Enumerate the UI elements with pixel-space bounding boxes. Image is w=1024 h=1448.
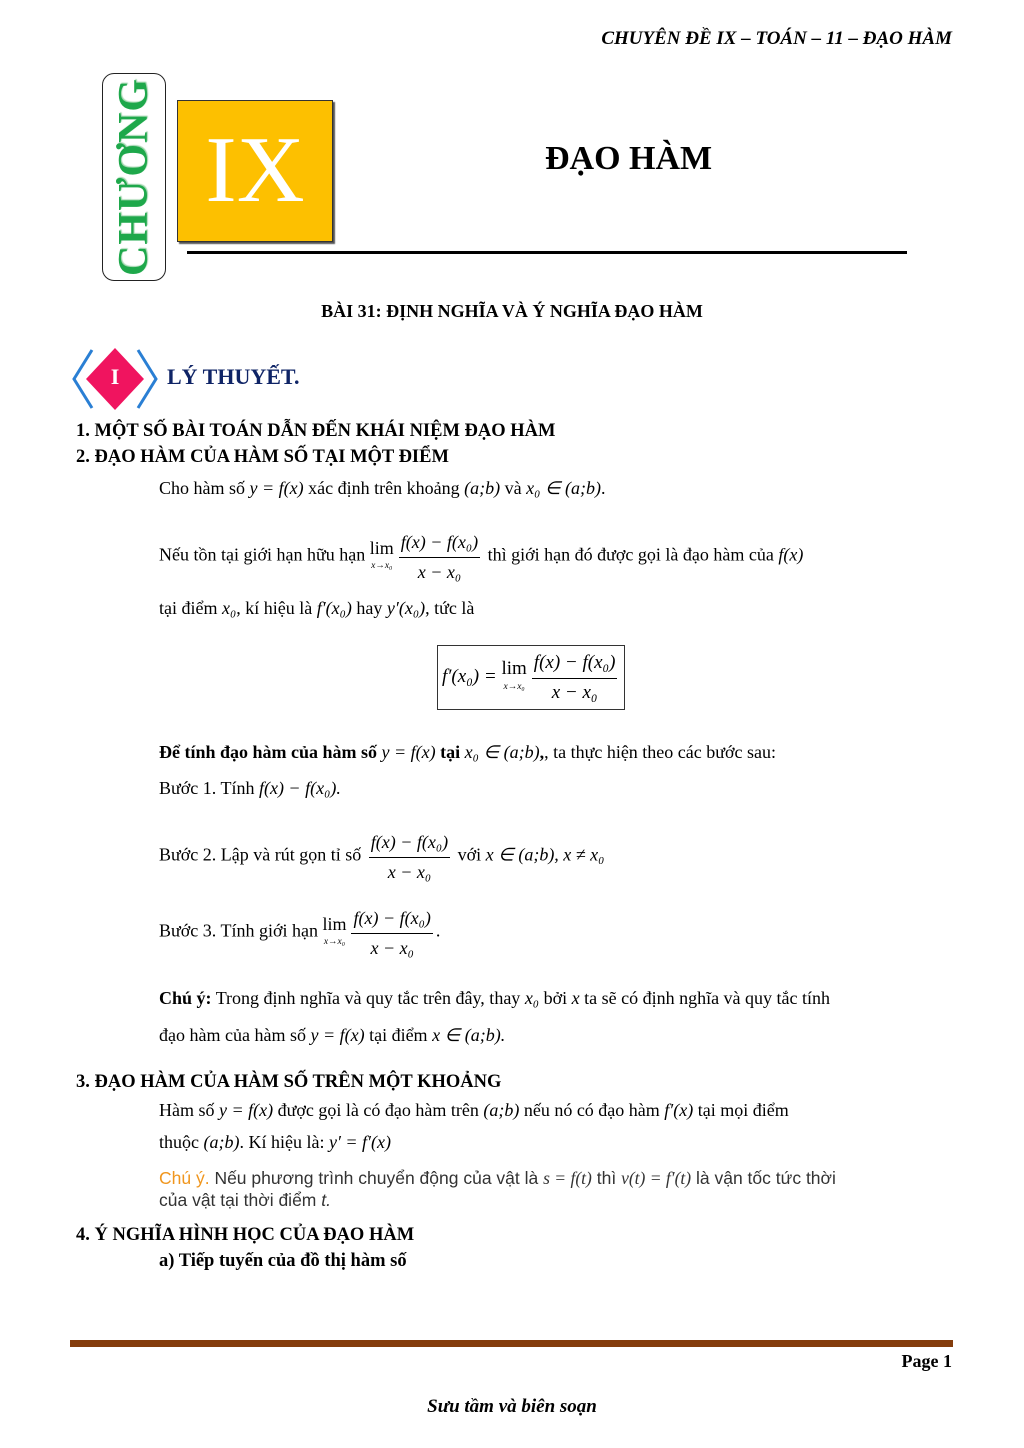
- section-title: LÝ THUYẾT.: [167, 364, 300, 389]
- heading-4: 4. Ý NGHĨA HÌNH HỌC CỦA ĐẠO HÀM: [76, 1225, 415, 1245]
- limit-expression: lim x→x₀: [369, 537, 394, 571]
- steps-intro: Để tính đạo hàm của hàm số y = f(x) tại x₀ ∈ (a;b),, ta thực hiện theo các bước sau:: [159, 742, 777, 762]
- derivative-definition-formula: f′(x₀) = lim x→x₀ $\frac{\text{f(x) − f(x₀)}}{\text{x − x₀}}$: [437, 645, 625, 710]
- paragraph-notation: tại điểm x₀, kí hiệu là f′(x₀) hay y′(x₀), tức là: [159, 598, 475, 618]
- paragraph-interval-notation: thuộc (a;b). Kí hiệu là: y′ = f′(x): [159, 1132, 391, 1152]
- chapter-number-box: [177, 100, 333, 242]
- footer-credit: Sưu tầm và biên soạn: [427, 1396, 597, 1417]
- section-number: I: [110, 364, 120, 389]
- difference-quotient: $\frac{\text{f(x) − f(x₀)}}{\text{x − x₀}}$: [399, 527, 480, 586]
- lesson-title: BÀI 31: ĐỊNH NGHĨA VÀ Ý NGHĨA ĐẠO HÀM: [321, 301, 703, 321]
- note-paragraph: Chú ý: Trong định nghĩa và quy tắc trên đây, thay x₀ bởi x ta sẽ có định nghĩa và quy tắc tính: [159, 988, 831, 1008]
- heading-1: 1. MỘT SỐ BÀI TOÁN DẪN ĐẾN KHÁI NIỆM ĐẠO HÀM: [76, 421, 556, 441]
- chapter-divider: [187, 251, 907, 254]
- chapter-label: CHƯƠNG: [111, 77, 157, 277]
- page-number: Page 1: [901, 1351, 952, 1371]
- paragraph-limit-def: Nếu tồn tại giới hạn hữu hạn lim x→x₀ $\frac{\text{f(x) − f(x₀)}}{\text{x − x₀}}$ thì giới hạn đó được gọi là đạo hàm của f(x): [159, 527, 803, 586]
- step-3: Bước 3. Tính giới hạn lim x→x₀ $\frac{\text{f(x) − f(x₀)}}{\text{x − x₀}}$ .: [159, 903, 440, 962]
- velocity-note: Chú ý. Nếu phương trình chuyển động của vật là s = f(t) thì v(t) = f′(t) là vận tốc tức thời của vật tại thời điểm t.: [159, 1168, 836, 1210]
- footer-divider: [70, 1340, 953, 1347]
- note-paragraph-cont: đạo hàm của hàm số y = f(x) tại điểm x ∈ (a;b).: [159, 1025, 506, 1045]
- heading-2: 2. ĐẠO HÀM CỦA HÀM SỐ TẠI MỘT ĐIỂM: [76, 447, 449, 467]
- heading-3: 3. ĐẠO HÀM CỦA HÀM SỐ TRÊN MỘT KHOẢNG: [76, 1072, 502, 1092]
- step-1: Bước 1. Tính f(x) − f(x₀).: [159, 778, 341, 798]
- heading-4a: a) Tiếp tuyến của đồ thị hàm số: [159, 1251, 407, 1271]
- paragraph-interval-derivative: Hàm số y = f(x) được gọi là có đạo hàm trên (a;b) nếu nó có đạo hàm f′(x) tại mọi điểm: [159, 1100, 789, 1120]
- chapter-title: ĐẠO HÀM: [545, 140, 713, 177]
- chapter-label-box: [102, 73, 166, 281]
- step-2: Bước 2. Lập và rút gọn tỉ số $\frac{\text{f(x) − f(x₀)}}{\text{x − x₀}}$ với x ∈ (a;b), x ≠ x₀: [159, 827, 604, 886]
- chapter-number: IX: [205, 118, 305, 222]
- section-badge: [72, 346, 158, 412]
- document-header: CHUYÊN ĐỀ IX – TOÁN – 11 – ĐẠO HÀM: [601, 28, 952, 49]
- paragraph-function-def: Cho hàm số y = f(x) xác định trên khoảng (a;b) và x₀ ∈ (a;b).: [159, 478, 606, 498]
